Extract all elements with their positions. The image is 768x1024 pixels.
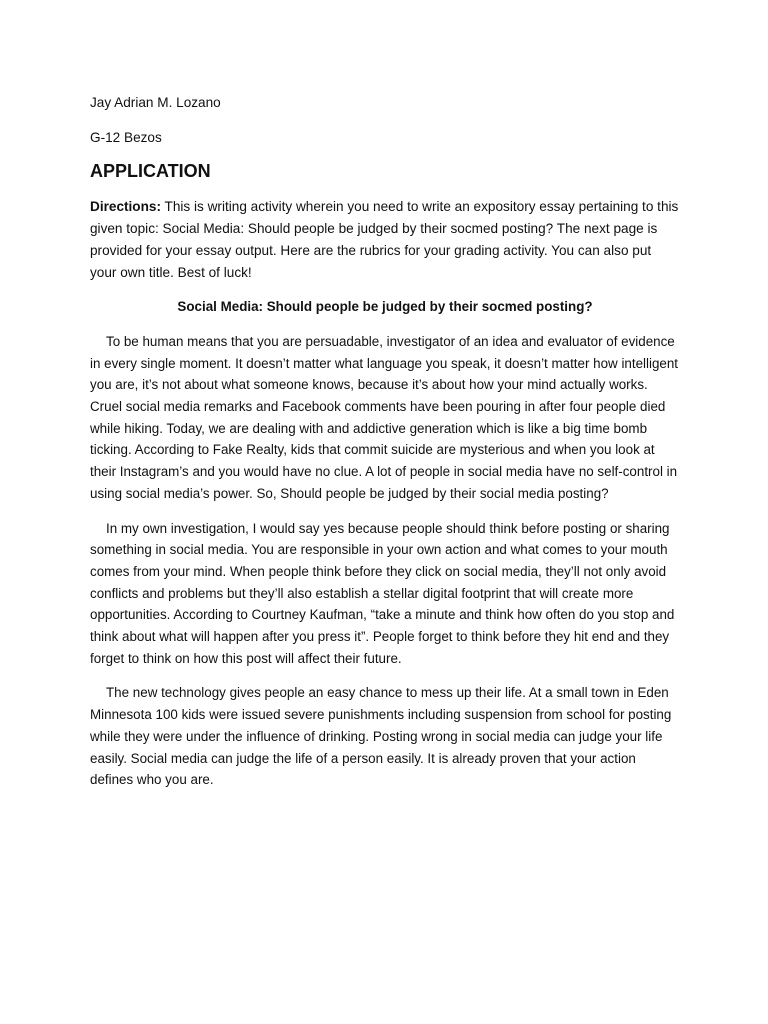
essay-paragraph-1: To be human means that you are persuadable, investigator of an idea and evaluator of evidence in every single moment. It doesn’t matter what language you speak, it doesn’t matter how intelligent you are, it’s not about what someone knows, because it’s about how your mind actually works. Cruel social media remarks and Facebook comments have been pouring in after four people died while hiking. Today, we are dealing with and addictive generation which is like a big time bomb ticking. According to Fake Realty, kids that commit suicide are mysterious and when you look at their Instagram’s and you would have no clue. A lot of people in social media have no self-control in using social media’s power. So, Should people be judged by their social media posting? (90, 333, 679, 501)
author-name: Jay Adrian M. Lozano (90, 95, 221, 110)
directions-text: This is writing activity wherein you need to write an expository essay pertaining to this given topic: Social Media: Should people be judged by their socmed posting? The next page is provided for your essay output. Here are the rubrics for your grading activity. You can also put your own title. Best of luck! (90, 199, 679, 280)
essay-title: Social Media: Should people be judged by their socmed posting? (177, 299, 593, 315)
essay-paragraph-3: The new technology gives people an easy chance to mess up their life. At a small town in Eden Minnesota 100 kids were issued severe punishments including suspension from school for posting while they were under the influence of drinking. Posting wrong in social media can judge your life easily. Social media can judge the life of a person easily. It is already proven that your action defines who you are. (90, 685, 672, 788)
page-heading: APPLICATION (90, 161, 211, 182)
class-section: G-12 Bezos (90, 129, 162, 145)
document-page (90, 92, 680, 804)
directions-label: Directions: (90, 199, 162, 215)
essay-paragraph-2: In my own investigation, I would say yes because people should think before posting or sharing something in social media. You are responsible in your own action and what comes to your mouth comes from your mind. When people think before they click on social media, they’ll not only avoid conflicts and problems but they’ll also establish a stellar digital footprint that will create more opportunities. According to Courtney Kaufman, “take a minute and think how often do you stop and think about what will happen after you press it”. People forget to think before they hit end and they forget to think on how this post will affect their future. (90, 520, 675, 666)
directions-paragraph (90, 196, 680, 283)
